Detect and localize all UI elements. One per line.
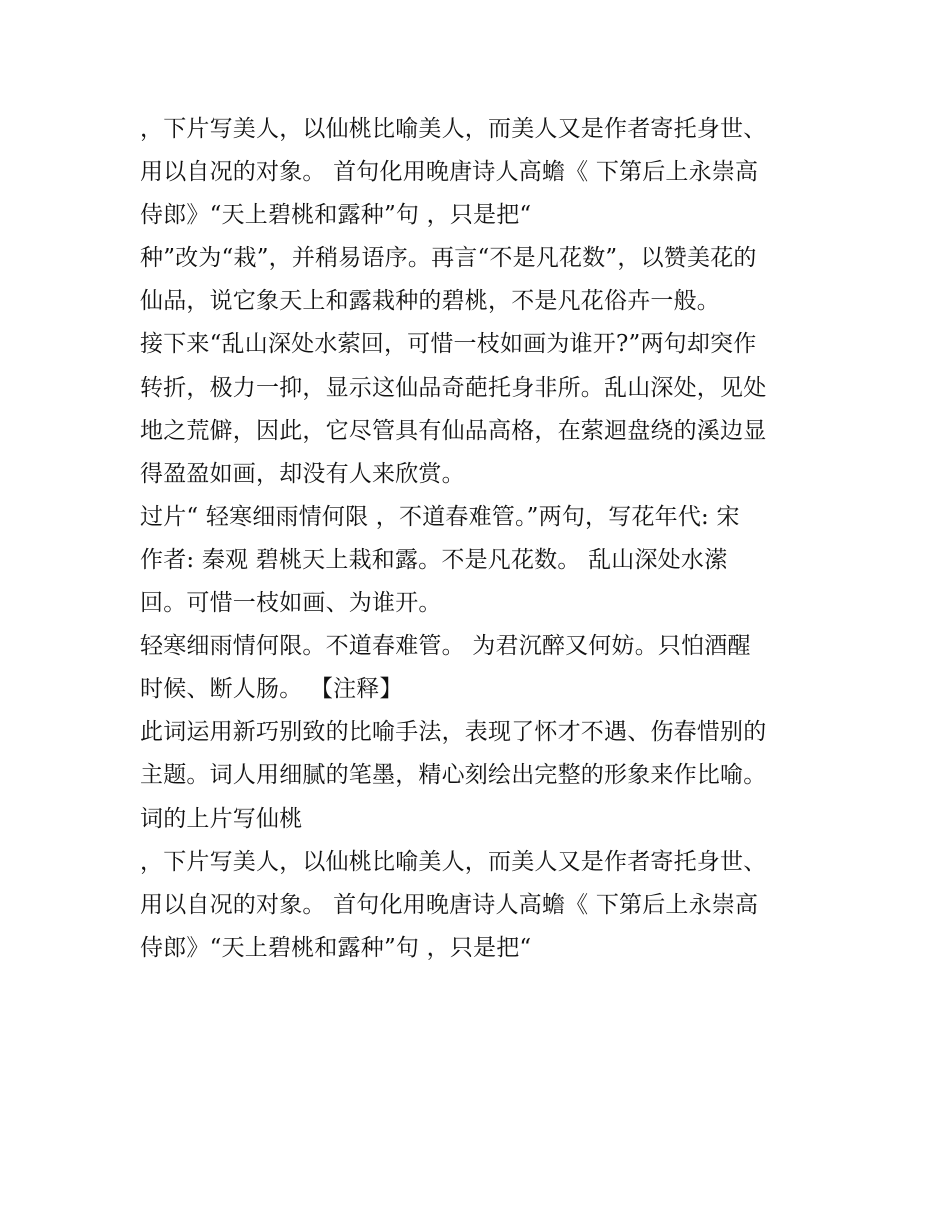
text-line: 过片“ 轻寒细雨情何限 ，不道春难管。”两句，写花年代: 宋: [140, 503, 740, 530]
text-line: 此词运用新巧别致的比喻手法，表现了怀才不遇、伤春惜别的: [140, 719, 767, 746]
text-line: 用以自况的对象。 首句化用晚唐诗人高蟾《 下第后上永崇高: [140, 159, 759, 186]
text-line: 侍郎》“天上碧桃和露种”句 ，只是把“: [140, 934, 532, 961]
text-line: 种”改为“栽”，并稍易语序。再言“不是凡花数”，以赞美花的: [140, 245, 757, 272]
text-line: 侍郎》“天上碧桃和露种”句 ，只是把“: [140, 202, 532, 229]
text-line: 得盈盈如画，却没有人来欣赏。: [140, 460, 465, 487]
text-line: 地之荒僻，因此，它尽管具有仙品高格，在萦迴盘绕的溪边显: [140, 417, 767, 444]
text-line: 时候、断人肠。 【注释】: [140, 676, 403, 703]
text-line: ，下片写美人，以仙桃比喻美人，而美人又是作者寄托身世、: [140, 116, 767, 142]
text-line: 回。可惜一枝如画、为谁开。: [140, 590, 442, 617]
text-line: 词的上片写仙桃: [140, 805, 303, 832]
text-line: 作者: 秦观 碧桃天上栽和露。不是凡花数。 乱山深处水潆: [140, 546, 728, 573]
text-line: 接下来“乱山深处水萦回，可惜一枝如画为谁开?”两句却突作: [140, 331, 757, 358]
text-line: 主题。词人用细腻的笔墨，精心刻绘出完整的形象来作比喻。: [140, 762, 767, 789]
text-line: ，下片写美人，以仙桃比喻美人，而美人又是作者寄托身世、: [140, 848, 767, 875]
text-line: 轻寒细雨情何限。不道春难管。 为君沉醉又何妨。只怕酒醒: [140, 633, 751, 660]
text-line: 转折，极力一抑，显示这仙品奇葩托身非所。乱山深处，见处: [140, 374, 767, 401]
text-line: 用以自况的对象。 首句化用晚唐诗人高蟾《 下第后上永崇高: [140, 891, 759, 918]
text-line: 仙品，说它象天上和露栽种的碧桃，不是凡花俗卉一般。: [140, 288, 720, 315]
body-text: [140, 108, 840, 970]
